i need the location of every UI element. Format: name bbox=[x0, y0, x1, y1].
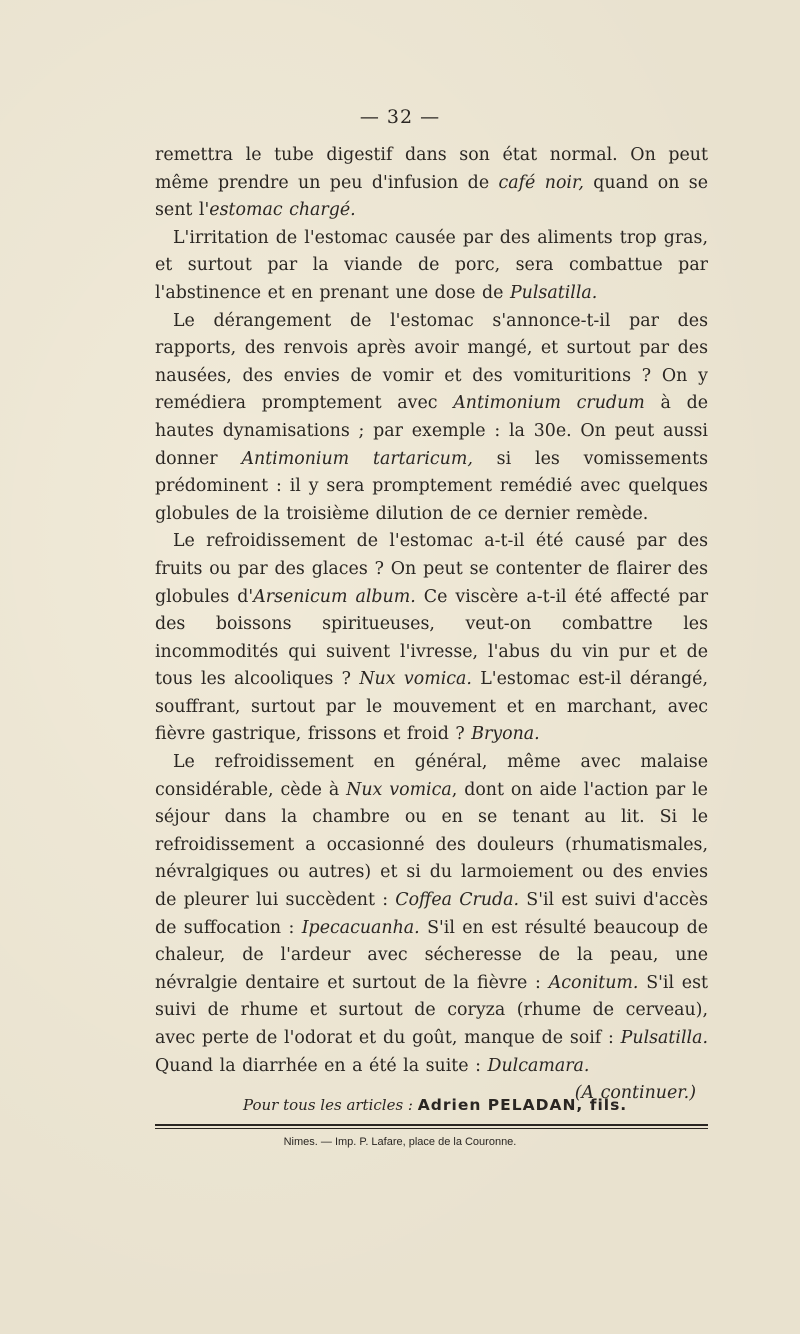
text-run: Quand la diarrhée en a été la suite : bbox=[155, 1055, 488, 1076]
credit-author: Adrien PELADAN, fils. bbox=[417, 1096, 628, 1114]
footer-rule-thick bbox=[155, 1124, 708, 1126]
italic-term: Pulsatilla. bbox=[620, 1028, 708, 1048]
italic-term: Nux vomica bbox=[346, 779, 452, 800]
italic-term: Ipecacuanha. bbox=[301, 917, 420, 938]
italic-term: estomac chargé. bbox=[209, 200, 356, 221]
text-run: L'irritation de l'estomac causée par des aliments trop gras, et surtout par la viande de porc, sera combattue par l'abstinence et en prenant une dose de bbox=[155, 227, 708, 303]
page-number: — 32 — bbox=[359, 106, 441, 128]
text-run: S'il est suivi de rhume et surtout de coryza (rhume de cerveau), avec perte de l'odorat et du goût, manque de soif : bbox=[155, 972, 708, 1048]
paragraph-2 bbox=[155, 225, 708, 308]
italic-term: Antimonium crudum bbox=[453, 393, 645, 414]
printer-imprint: Nimes. — Imp. P. Lafare, place de la Couronne. bbox=[283, 1136, 517, 1148]
text-run: Le refroidissement en général, même avec malaise considérable, cède à bbox=[155, 752, 708, 800]
text-run: L'estomac est-il dérangé, souffrant, surtout par le mouvement et en marchant, avec fièvre gastrique, frissons et froid ? bbox=[155, 669, 708, 745]
italic-term: Dulcamara. bbox=[487, 1055, 590, 1076]
italic-term: Antimonium tartaricum, bbox=[241, 448, 473, 469]
text-run: Ce viscère a-t-il été affecté par des boissons spiritueuses, veut-on combattre les incommodités qui suivent l'ivresse, l'abus du vin pur et de tous les alcooliques ? bbox=[155, 586, 709, 690]
italic-term: Bryona. bbox=[471, 724, 540, 745]
text-run: S'il est suivi d'accès de suffocation : bbox=[155, 890, 708, 938]
footer-rule-thin bbox=[155, 1128, 708, 1129]
author-credit bbox=[243, 1096, 713, 1114]
italic-term: Pulsatilla. bbox=[509, 282, 598, 303]
text-run: à de hautes dynamisations ; par exemple : la 30e. On peut aussi donner bbox=[155, 393, 708, 469]
paragraph-5 bbox=[155, 749, 708, 1080]
italic-term: Arsenicum album. bbox=[253, 586, 416, 607]
text-run: Le refroidissement de l'estomac a-t-il été causé par des fruits ou par des glaces ? On peut se contenter de flairer des globules d' bbox=[155, 531, 708, 607]
italic-term: Coffea Cruda. bbox=[395, 890, 520, 911]
text-run: quand on se sent l' bbox=[155, 172, 708, 221]
credit-prefix: Pour tous les articles : bbox=[243, 1096, 413, 1114]
continuation-note: (A continuer.) bbox=[574, 1083, 696, 1104]
paragraph-4 bbox=[155, 528, 708, 749]
paragraph-1 bbox=[155, 142, 708, 225]
italic-term: Aconitum. bbox=[548, 972, 639, 993]
text-run: S'il en est résulté beaucoup de chaleur, de l'ardeur avec sécheresse de la peau, une névralgie dentaire et surtout de la fièvre : bbox=[155, 917, 708, 993]
paragraph-3 bbox=[155, 308, 708, 529]
text-run: remettra le tube digestif dans son état normal. On peut même prendre un peu d'infusion de bbox=[155, 145, 708, 193]
text-run: Le dérangement de l'estomac s'annonce-t-il par des rapports, des renvois après avoir mangé, et surtout par des nausées, des envies de vomir et des vomituritions ? On y remédiera promptement avec bbox=[155, 310, 708, 414]
italic-term: café noir, bbox=[498, 172, 584, 193]
body-text bbox=[155, 142, 708, 1108]
text-run: si les vomissements prédominent : il y sera promptement remédié avec quelques globules de la troisième dilution de ce dernier remède. bbox=[155, 448, 708, 524]
italic-term: Nux vomica. bbox=[359, 669, 472, 690]
text-run: , dont on aide l'action par le séjour dans la chambre ou en se tenant au lit. Si le refroidissement a occasionné des douleurs (rhumatismales, névralgiques ou autres) et si du larmoiement ou des envies de pleurer lui succèdent : bbox=[155, 779, 708, 911]
